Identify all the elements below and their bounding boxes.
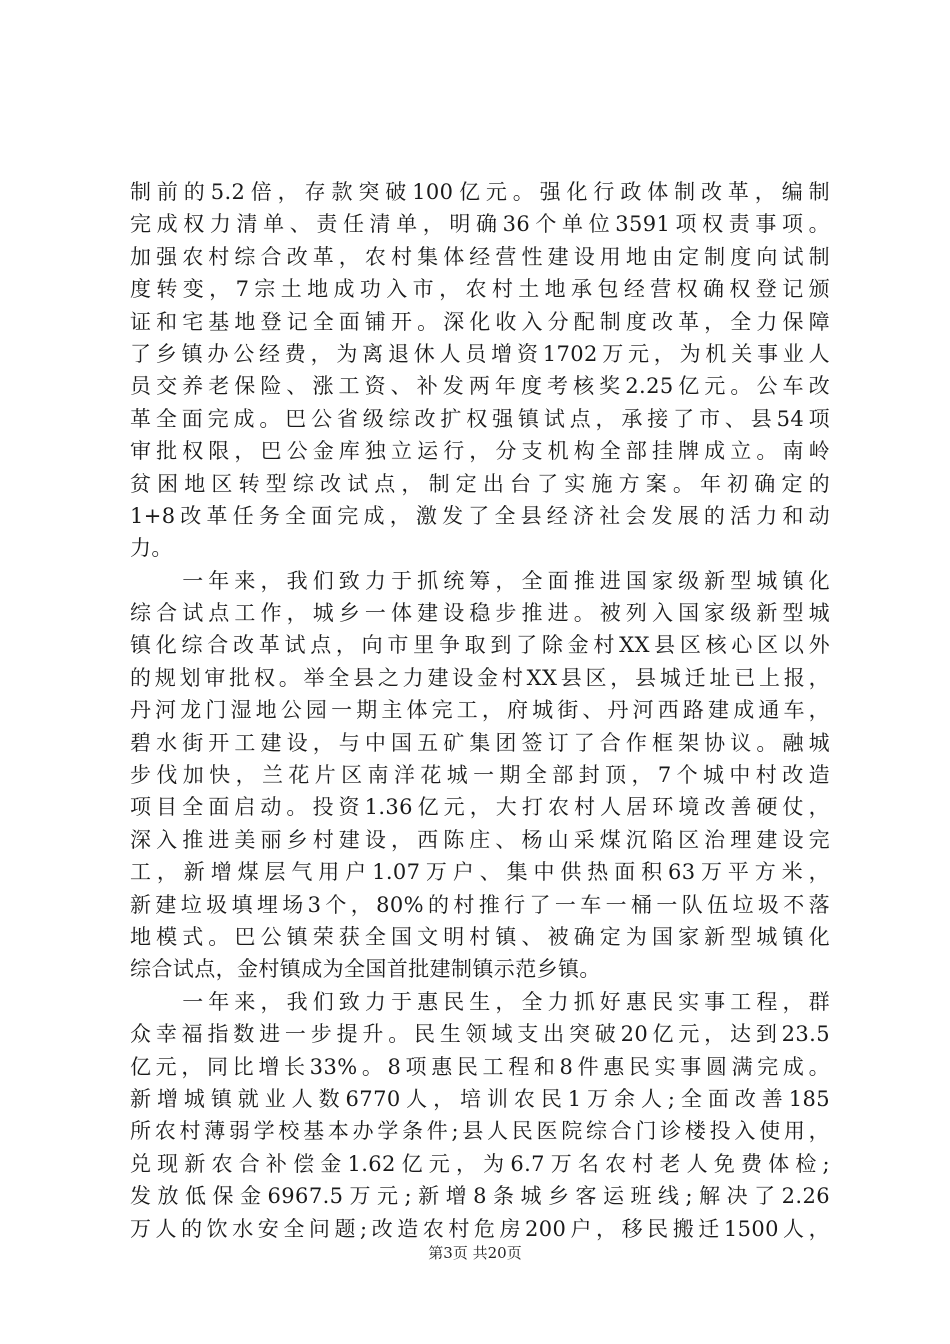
text-line: 碧水街开工建设，与中国五矿集团签订了合作框架协议。融城 [130,730,830,755]
text-line: 万人的饮水安全问题;改造农村危房200户，移民搬迁1500人， [130,1216,830,1241]
text-line: 项目全面启动。投资1.36亿元，大打农村人居环境改善硬仗， [130,795,830,820]
text-line: 一年来，我们致力于抓统筹，全面推进国家级新型城镇化 [130,568,830,593]
text-line: 一年来，我们致力于惠民生，全力抓好惠民实事工程，群 [130,989,830,1014]
paragraph [130,986,830,1245]
text-line: 完成权力清单、责任清单，明确36个单位3591项权责事项。 [130,212,830,237]
text-line: 亿元，同比增长33%。8项惠民工程和8件惠民实事圆满完成。 [130,1054,830,1079]
document-body [130,176,830,1245]
text-line: 丹河龙门湿地公园一期主体完工，府城街、丹河西路建成通车， [130,698,830,723]
text-line: 了乡镇办公经费，为离退休人员增资1702万元，为机关事业人 [130,341,830,366]
text-line: 力。 [130,536,173,561]
text-line: 审批权限，巴公金库独立运行，分支机构全部挂牌成立。南岭 [130,439,830,464]
text-line: 众幸福指数进一步提升。民生领域支出突破20亿元，达到23.5 [130,1022,830,1047]
text-line: 贫困地区转型综改试点，制定出台了实施方案。年初确定的 [130,471,830,496]
text-line: 地模式。巴公镇荣获全国文明村镇、被确定为国家新型城镇化 [130,924,830,949]
text-line: 革全面完成。巴公省级综改扩权强镇试点，承接了市、县54项 [130,406,830,431]
text-line: 1+8改革任务全面完成，激发了全县经济社会发展的活力和动 [130,503,830,528]
text-line: 度转变，7宗土地成功入市，农村土地承包经营权确权登记颁 [130,277,830,302]
text-line: 镇化综合改革试点，向市里争取到了除金村XX县区核心区以外 [130,633,830,658]
text-line: 证和宅基地登记全面铺开。深化收入分配制度改革，全力保障 [130,309,830,334]
text-line: 员交养老保险、涨工资、补发两年度考核奖2.25亿元。公车改 [130,374,830,399]
text-line: 加强农村综合改革，农村集体经营性建设用地由定制度向试制 [130,244,830,269]
text-line: 新增城镇就业人数6770人，培训农民1万余人;全面改善185 [130,1086,830,1111]
page-number-footer: 第3页 共20页 [428,1244,522,1262]
text-line: 所农村薄弱学校基本办学条件;县人民医院综合门诊楼投入使用， [130,1119,830,1144]
text-line: 新建垃圾填埋场3个，80%的村推行了一车一桶一队伍垃圾不落 [130,892,830,917]
text-line: 深入推进美丽乡村建设，西陈庄、杨山采煤沉陷区治理建设完 [130,827,830,852]
text-line: 的规划审批权。举全县之力建设金村XX县区，县城迁址已上报， [130,665,830,690]
text-line: 制前的5.2倍，存款突破100亿元。强化行政体制改革，编制 [130,180,830,204]
text-line: 综合试点工作，城乡一体建设稳步推进。被列入国家级新型城 [130,601,830,626]
text-line: 综合试点，金村镇成为全国首批建制镇示范乡镇。 [130,957,601,982]
text-line: 步伐加快，兰花片区南洋花城一期全部封顶，7个城中村改造 [130,763,830,788]
text-line: 工，新增煤层气用户1.07万户、集中供热面积63万平方米， [130,860,830,885]
paragraph [130,565,830,986]
paragraph [130,176,830,565]
text-line: 兑现新农合补偿金1.62亿元，为6.7万名农村老人免费体检; [130,1151,830,1176]
text-line: 发放低保金6967.5万元;新增8条城乡客运班线;解决了2.26 [130,1184,830,1209]
